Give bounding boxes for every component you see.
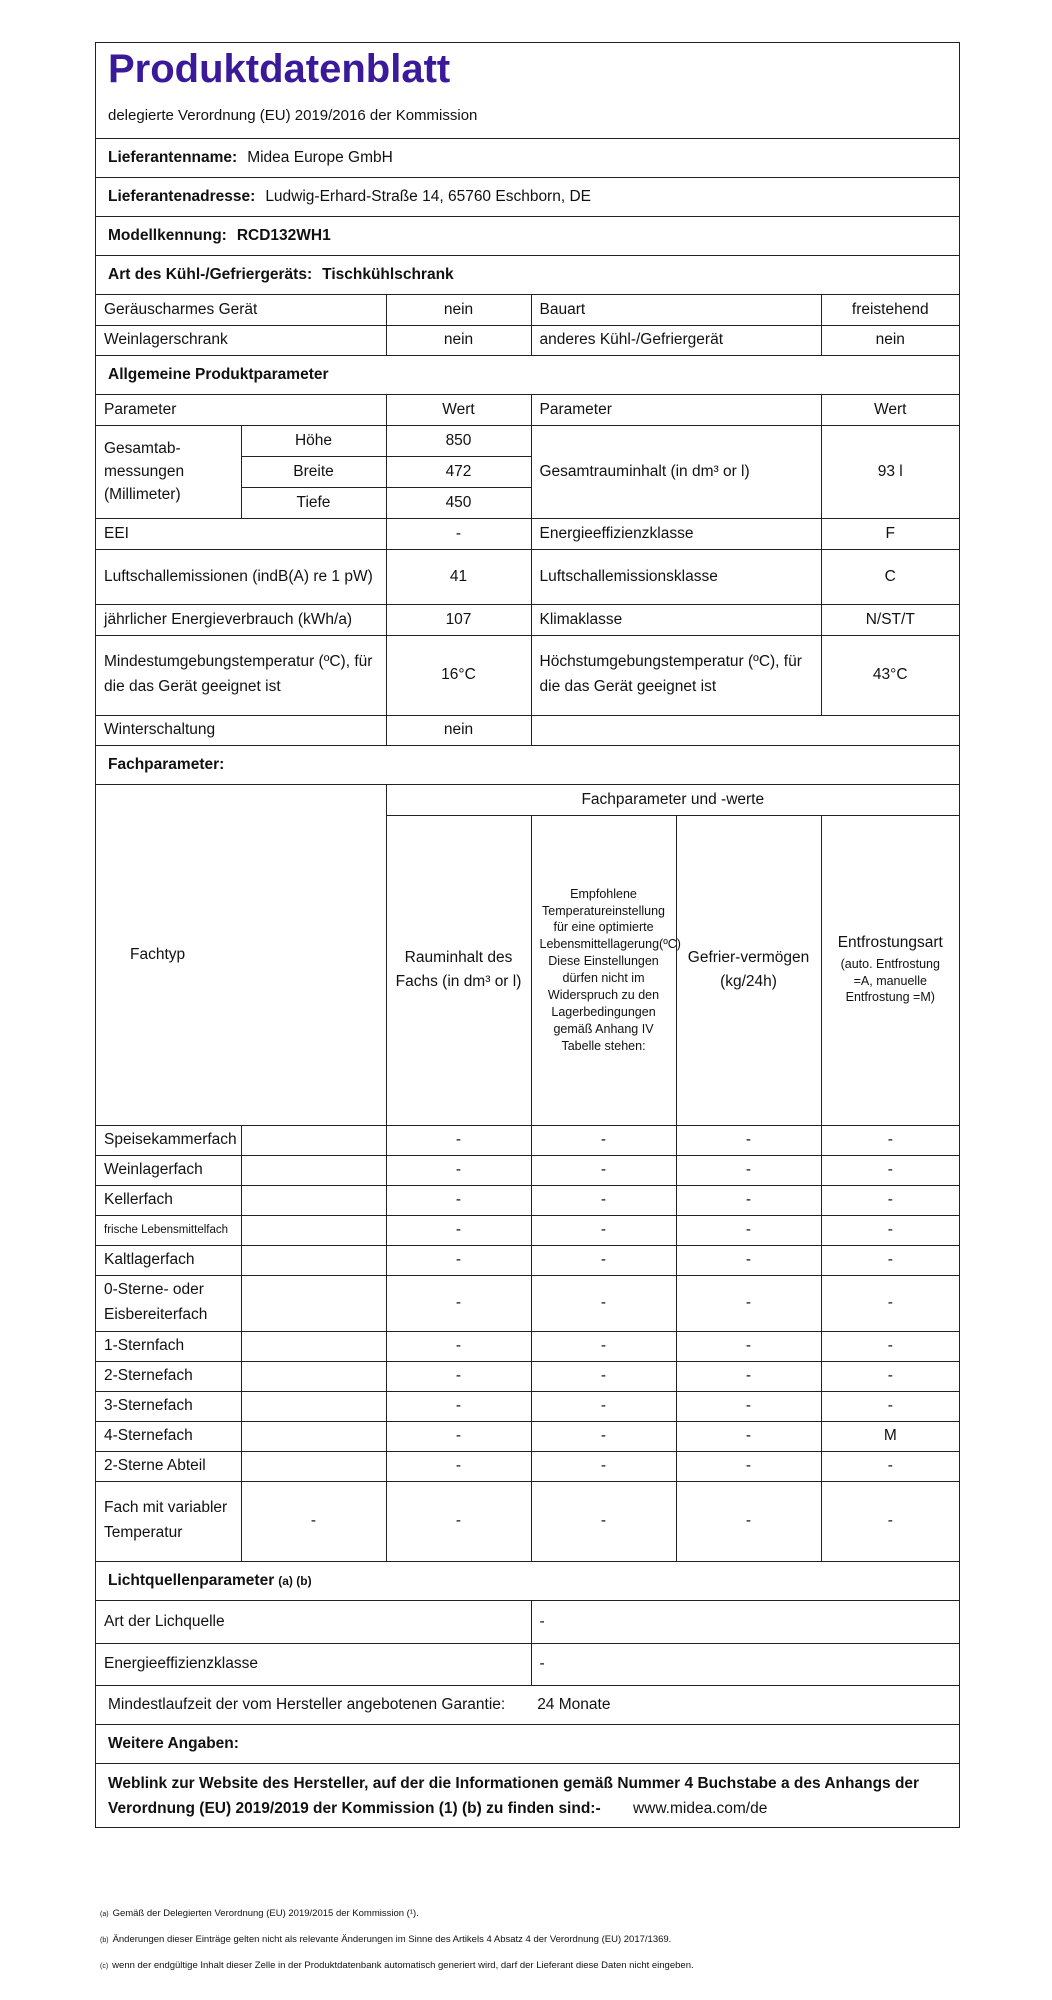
further-info-title: Weitere Angaben: [108,1735,239,1752]
compartment-freeze: - [676,1391,821,1421]
device-type-value: Tischkühlschrank [322,266,454,283]
compartment-extra [241,1125,386,1155]
total-volume-value: 93 l [821,425,959,518]
energy-class-value: F [821,518,959,549]
compartment-extra [241,1361,386,1391]
compartment-name: 4-Sternefach [96,1421,241,1451]
winter-switch-value: nein [386,715,531,745]
compartment-defrost: M [821,1421,959,1451]
footnote-mark: (c) [100,1963,109,1970]
compartment-section-title-row [96,745,959,784]
compartment-volume: - [386,1331,531,1361]
value-header-2: Wert [821,395,959,425]
compartment-extra [241,1215,386,1245]
compartment-extra [241,1451,386,1481]
compartment-row [96,1331,959,1361]
compartment-temp: - [531,1155,676,1185]
model-row [96,216,959,255]
compartment-defrost: - [821,1391,959,1421]
sheet-header [96,43,959,138]
compartment-name: 2-Sterne Abteil [96,1451,241,1481]
param-header: Parameter [96,395,386,425]
model-label: Modellkennung: [108,227,227,244]
compartment-volume: - [386,1185,531,1215]
compartment-row [96,1421,959,1451]
warranty-row [96,1685,959,1724]
min-temp-value: 16°C [386,635,531,715]
noise-class-label: Luftschallemissionsklasse [531,549,821,604]
eei-value: - [386,518,531,549]
design-value: freistehend [821,295,959,325]
compartment-volume: - [386,1245,531,1275]
compartment-name: frische Lebensmittelfach [96,1215,241,1245]
compartment-name: Speisekammerfach [96,1125,241,1155]
value-header: Wert [386,395,531,425]
width-value: 472 [386,456,531,487]
compartment-temp: - [531,1451,676,1481]
param-header-2: Parameter [531,395,821,425]
energy-class-label: Energieeffizienzklasse [531,518,821,549]
compartment-volume: - [386,1451,531,1481]
height-label: Höhe [241,425,386,456]
footnote [100,1960,960,1986]
compartment-temp: - [531,1331,676,1361]
warranty-label: Mindestlaufzeit der vom Hersteller angebotenen Garantie: [108,1696,506,1713]
general-parameters [96,394,959,745]
device-type-label: Art des Kühl-/Gefriergeräts: [108,266,313,283]
max-temp-value: 43°C [821,635,959,715]
compartment-freeze: - [676,1481,821,1561]
light-class-value: - [531,1643,959,1685]
compartment-row [96,1481,959,1561]
defrost-header-title: Entfrostungsart [837,933,943,951]
climate-class-label: Klimaklasse [531,604,821,635]
footnote-text: Gemäß der Delegierten Verordnung (EU) 2019/2015 der Kommission (¹). [112,1908,419,1919]
light-type-label: Art der Lichquelle [96,1601,531,1643]
compartment-freeze: - [676,1361,821,1391]
compartment-row [96,1275,959,1331]
other-device-label: anderes Kühl-/Gefriergerät [531,325,821,355]
compartment-freeze: - [676,1185,821,1215]
compartment-name: 1-Sternfach [96,1331,241,1361]
compartment-name: Kaltlagerfach [96,1245,241,1275]
footnotes [100,1908,960,1986]
compartment-type-header: Fachtyp [96,785,386,1125]
model-value: RCD132WH1 [236,227,331,244]
compartment-defrost: - [821,1215,959,1245]
compartment-row [96,1391,959,1421]
compartment-defrost: - [821,1331,959,1361]
compartment-row [96,1125,959,1155]
compartment-row [96,1185,959,1215]
compartment-volume: - [386,1421,531,1451]
compartment-row [96,1451,959,1481]
design-label: Bauart [531,295,821,325]
compartment-defrost: - [821,1185,959,1215]
weblink-value[interactable]: www.midea.com/de [632,1799,768,1817]
wine-cabinet-value: nein [386,325,531,355]
compartment-volume: - [386,1155,531,1185]
height-value: 850 [386,425,531,456]
winter-switch-label: Winterschaltung [96,715,386,745]
compartment-extra [241,1155,386,1185]
compartment-defrost: - [821,1451,959,1481]
compartment-defrost: - [821,1125,959,1155]
energy-consumption-value: 107 [386,604,531,635]
warranty-value: 24 Monate [537,1696,611,1713]
further-info-row [96,1724,959,1763]
compartment-temp: - [531,1421,676,1451]
compartment-extra [241,1331,386,1361]
depth-value: 450 [386,487,531,518]
general-section-title-row [96,355,959,394]
compartment-group-header: Fachparameter und -werte [386,785,959,815]
supplier-name-label: Lieferantenname: [108,149,238,166]
eei-label: EEI [96,518,386,549]
compartment-row [96,1361,959,1391]
depth-label: Tiefe [241,487,386,518]
light-parameters [96,1600,959,1685]
footnote-text: Änderungen dieser Einträge gelten nicht als relevante Änderungen im Sinne des Artikels 4 Absatz 4 der Verordnung (EU) 2017/1369. [112,1934,672,1945]
compartment-volume: - [386,1481,531,1561]
compartment-extra [241,1391,386,1421]
product-data-sheet [95,42,960,1828]
compartment-row [96,1245,959,1275]
supplier-name-row [96,138,959,177]
dimensions-label: Gesamtab-messungen (Millimeter) [96,425,241,518]
footnote-mark: (b) [100,1937,109,1944]
climate-class-value: N/ST/T [821,604,959,635]
compartment-temp: - [531,1215,676,1245]
weblink-label: Weblink zur Website des Hersteller, auf der die Informationen gemäß Nummer 4 Buchstabe a des Anhangs der Verordnung (EU) 2019/2019 der Kommission (1) (b) zu finden sind:- [108,1775,920,1817]
compartment-name: Kellerfach [96,1185,241,1215]
compartment-temp: - [531,1391,676,1421]
compartment-extra [241,1185,386,1215]
compartment-name: 2-Sternefach [96,1361,241,1391]
compartment-temp: - [531,1245,676,1275]
compartment-parameters [96,784,959,1561]
min-temp-label: Mindestumgebungstemperatur (ºC), für die das Gerät geeignet ist [96,635,386,715]
compartment-freeze: - [676,1245,821,1275]
compartment-name: Fach mit variabler Temperatur [96,1481,241,1561]
compartment-defrost: - [821,1245,959,1275]
page-subtitle: delegierte Verordnung (EU) 2019/2016 der Kommission [108,107,478,124]
compartment-row [96,1155,959,1185]
general-section-title: Allgemeine Produktparameter [108,366,329,383]
compartment-defrost: - [821,1361,959,1391]
compartment-freeze: - [676,1125,821,1155]
light-section-title-row [96,1561,959,1600]
compartment-row [96,1215,959,1245]
compartment-defrost: - [821,1275,959,1331]
compartment-volume-header: Rauminhalt des Fachs (in dm³ or l) [386,815,531,1125]
supplier-address-label: Lieferantenadresse: [108,188,256,205]
noise-value: 41 [386,549,531,604]
compartment-volume: - [386,1361,531,1391]
compartment-extra [241,1275,386,1331]
supplier-name-value: Midea Europe GmbH [247,149,393,166]
compartment-name: 3-Sternefach [96,1391,241,1421]
compartment-extra: - [241,1481,386,1561]
supplier-address-value: Ludwig-Erhard-Straße 14, 65760 Eschborn, DE [265,188,591,205]
compartment-temp-header: Empfohlene Temperatureinstellung für eine optimierte Lebensmittellagerung(ºC) Diese Einstellungen dürfen nicht im Widerspruch zu den Lagerbedingungen gemäß Anhang IV Tabelle stehen: [531,815,676,1125]
defrost-header-note: (auto. Entfrostung =A, manuelle Entfrostung =M) [840,956,940,1005]
page-title: Produktdatenblatt [108,47,451,91]
compartment-name: Weinlagerfach [96,1155,241,1185]
noise-class-value: C [821,549,959,604]
low-noise-value: nein [386,295,531,325]
weblink-row [96,1763,959,1827]
compartment-freeze: - [676,1451,821,1481]
total-volume-label: Gesamtrauminhalt (in dm³ or l) [531,425,821,518]
noise-label: Luftschallemissionen (indB(A) re 1 pW) [96,549,386,604]
compartment-name: 0-Sterne- oder Eisbereiterfach [96,1275,241,1331]
winter-switch-empty [531,715,959,745]
compartment-temp: - [531,1275,676,1331]
wine-cabinet-label: Weinlagerschrank [96,325,386,355]
energy-consumption-label: jährlicher Energieverbrauch (kWh/a) [96,604,386,635]
low-noise-label: Geräuscharmes Gerät [96,295,386,325]
compartment-freeze: - [676,1421,821,1451]
compartment-extra [241,1245,386,1275]
footnote-mark: (a) [100,1911,109,1918]
max-temp-label: Höchstumgebungstemperatur (ºC), für die das Gerät geeignet ist [531,635,821,715]
compartment-temp: - [531,1125,676,1155]
footnote [100,1934,960,1960]
compartment-volume: - [386,1125,531,1155]
light-section-title: Lichtquellenparameter [108,1572,275,1589]
compartment-freeze-header: Gefrier-vermögen (kg/24h) [676,815,821,1125]
other-device-value: nein [821,325,959,355]
compartment-temp: - [531,1481,676,1561]
compartment-volume: - [386,1275,531,1331]
compartment-volume: - [386,1391,531,1421]
compartment-defrost: - [821,1155,959,1185]
footnote-text: wenn der endgültige Inhalt dieser Zelle in der Produktdatenbank automatisch generiert wird, darf der Lieferant diese Daten nicht eingeben. [112,1960,694,1971]
compartment-section-title: Fachparameter: [108,756,225,773]
compartment-freeze: - [676,1155,821,1185]
compartment-extra [241,1421,386,1451]
compartment-temp: - [531,1185,676,1215]
light-class-label: Energieeffizienzklasse [96,1643,531,1685]
compartment-freeze: - [676,1215,821,1245]
compartment-volume: - [386,1215,531,1245]
width-label: Breite [241,456,386,487]
device-flags [96,294,959,355]
compartment-defrost-header [821,815,959,1125]
supplier-address-row [96,177,959,216]
device-type-row [96,255,959,294]
light-type-value: - [531,1601,959,1643]
compartment-freeze: - [676,1331,821,1361]
light-section-note: (a) (b) [278,1574,312,1588]
footnote [100,1908,960,1934]
compartment-temp: - [531,1361,676,1391]
compartment-defrost: - [821,1481,959,1561]
compartment-freeze: - [676,1275,821,1331]
